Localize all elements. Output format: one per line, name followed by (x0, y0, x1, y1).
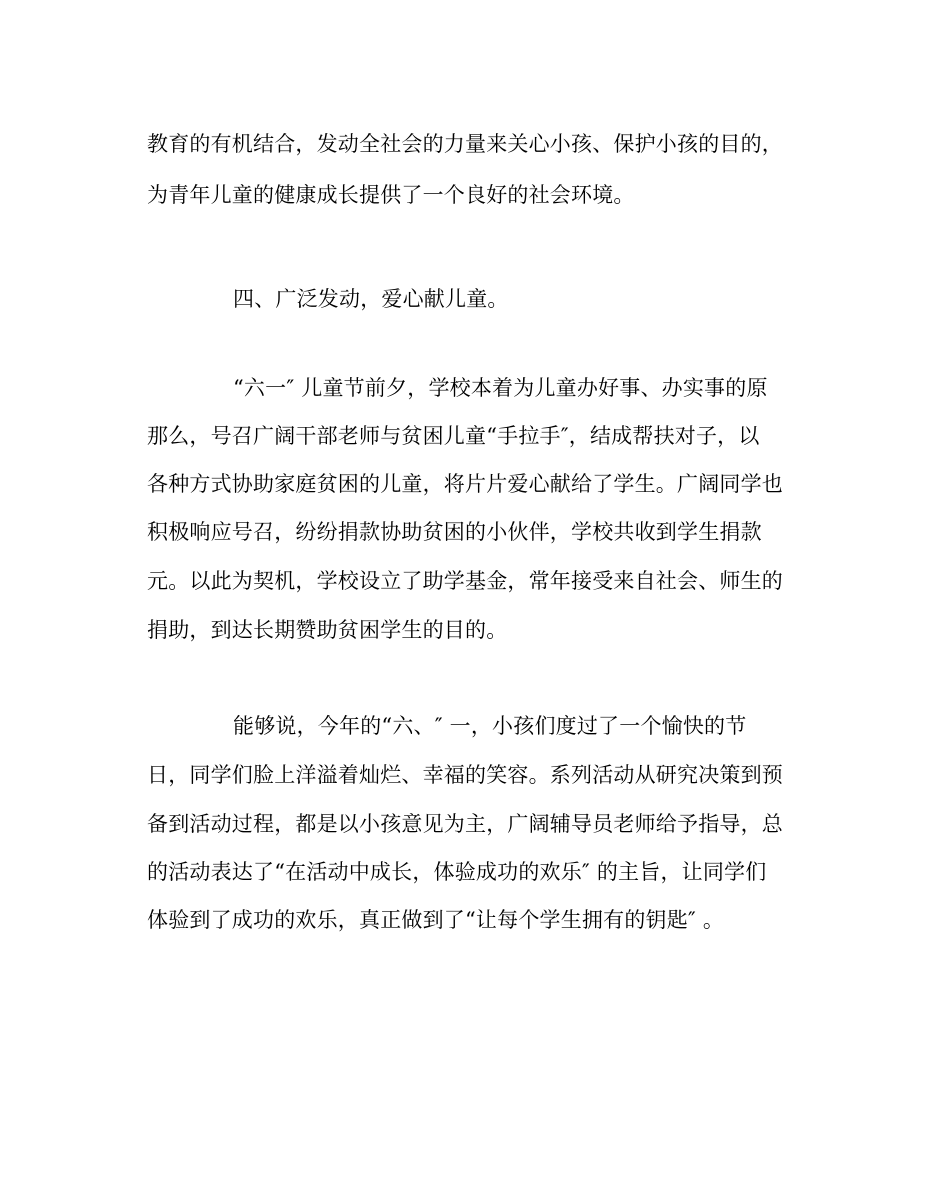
paragraph-2-line-4: 积极响应号召，纷纷捐款协助贫困的小伙伴，学校共收到学生捐款 (147, 520, 762, 544)
paragraph-3-line-5: 体验到了成功的欢乐，真正做到了“让每个学生拥有的钥匙″ 。 (147, 908, 725, 932)
paragraph-2-line-1: “六一″ 儿童节前夕，学校本着为儿童办好事、办实事的原 (233, 376, 768, 400)
paragraph-3-line-2: 日，同学们脸上洋溢着灿烂、幸福的笑容。系列活动从研究决策到预 (147, 763, 783, 787)
paragraph-2-line-2: 那么，号召广阔干部老师与贫困儿童“手拉手″，结成帮扶对子，以 (147, 424, 760, 448)
paragraph-2-line-3: 各种方式协助家庭贫困的儿童，将片片爱心献给了学生。广阔同学也 (147, 472, 783, 496)
paragraph-1-line-1: 教育的有机结合，发动全社会的力量来关心小孩、保护小孩的目的， (147, 132, 783, 156)
paragraph-3-line-3: 备到活动过程，都是以小孩意见为主，广阔辅导员老师给予指导，总 (147, 812, 783, 836)
paragraph-3-line-1: 能够说，今年的“六、″ 一，小孩们度过了一个愉快的节 (233, 714, 747, 738)
paragraph-2-line-5: 元。以此为契机，学校设立了助学基金，常年接受来自社会、师生的 (147, 569, 783, 593)
paragraph-2-line-6: 捐助，到达长期赞助贫困学生的目的。 (147, 618, 508, 642)
section-heading-4: 四、广泛发动，爱心献儿童。 (233, 287, 509, 311)
paragraph-3-line-4: 的活动表达了“在活动中成长，体验成功的欢乐″ 的主旨，让同学们 (147, 860, 767, 884)
paragraph-1-line-2: 为青年儿童的健康成长提供了一个良好的社会环境。 (147, 183, 635, 207)
